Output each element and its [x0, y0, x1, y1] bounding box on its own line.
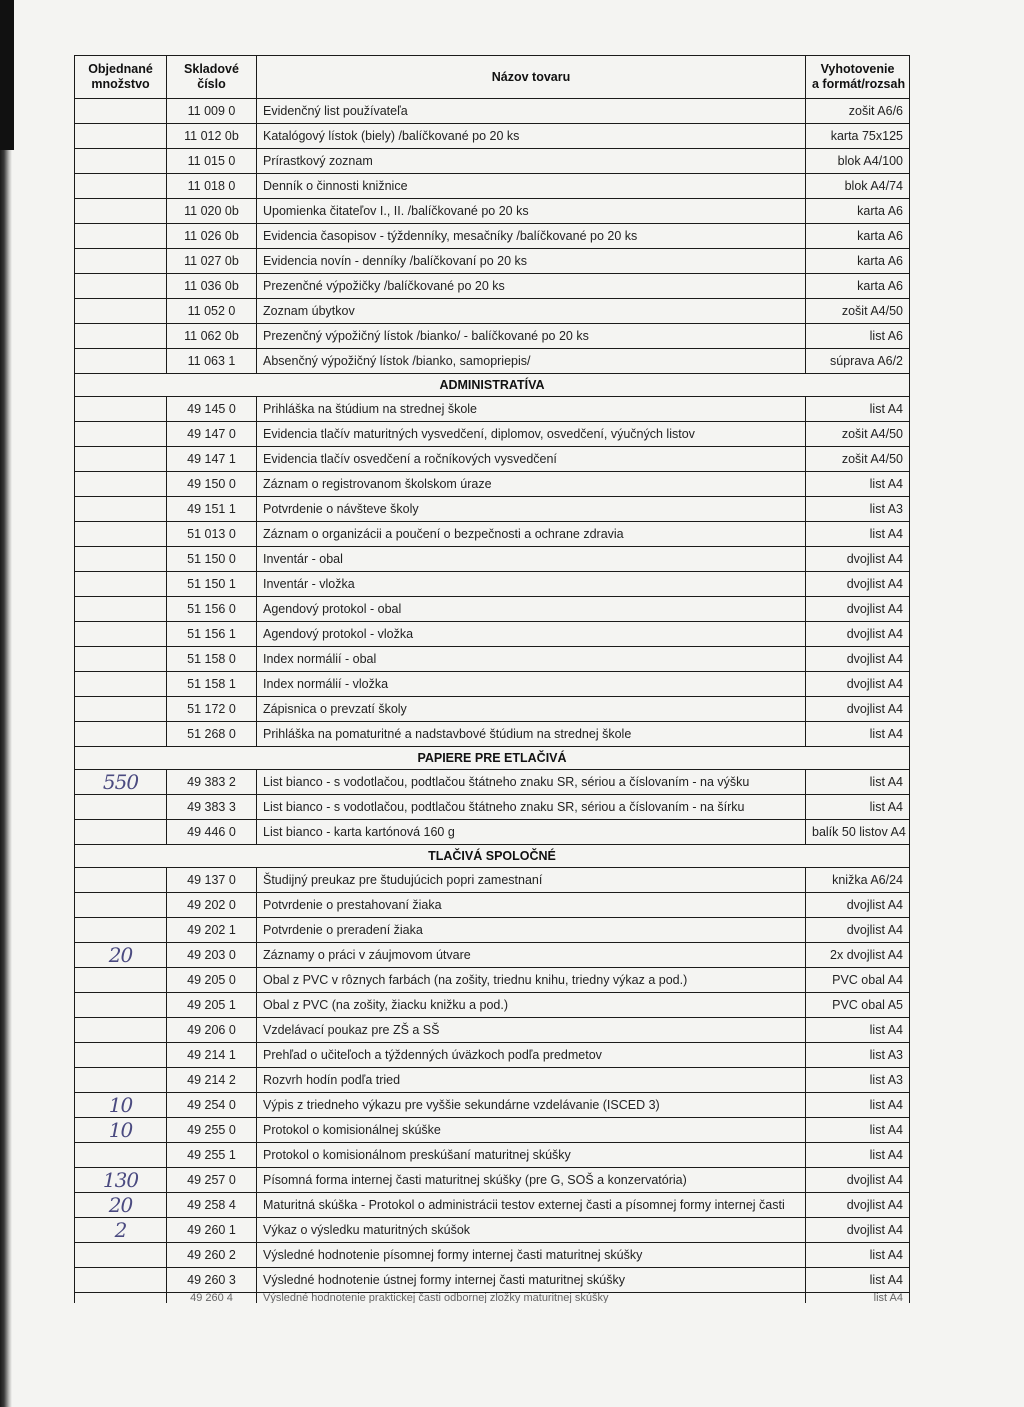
- table-row: [75, 1218, 910, 1243]
- format-cell: zošit A4/50: [806, 422, 910, 447]
- stock-number-cell: 11 009 0: [167, 99, 257, 124]
- product-name-cell: List bianco - karta kartónová 160 g: [257, 820, 806, 845]
- table-row: [75, 820, 910, 845]
- table-row: [75, 795, 910, 820]
- format-cell: list A3: [806, 497, 910, 522]
- format-cell: zošit A4/50: [806, 447, 910, 472]
- table-row: [75, 447, 910, 472]
- header-quantity-line1: Objednané: [88, 62, 153, 76]
- quantity-cell[interactable]: [75, 397, 167, 422]
- quantity-cell[interactable]: [75, 1218, 167, 1243]
- format-cell: list A4: [806, 1118, 910, 1143]
- format-cell: list A4: [806, 722, 910, 747]
- product-name-cell: List bianco - s vodotlačou, podtlačou štátneho znaku SR, sériou a číslovaním - na výšku: [257, 770, 806, 795]
- product-name-cell: Inventár - obal: [257, 547, 806, 572]
- quantity-cell[interactable]: [75, 1043, 167, 1068]
- format-cell: list A4: [806, 1018, 910, 1043]
- stock-number-cell: 49 150 0: [167, 472, 257, 497]
- format-cell: dvojlist A4: [806, 1168, 910, 1193]
- stock-number-cell: 49 383 2: [167, 770, 257, 795]
- product-name-cell: Prehľad o učiteľoch a týždenných úväzkoch podľa predmetov: [257, 1043, 806, 1068]
- quantity-cell[interactable]: [75, 497, 167, 522]
- product-name-cell: Evidencia tlačív osvedčení a ročníkových vysvedčení: [257, 447, 806, 472]
- quantity-cell[interactable]: [75, 993, 167, 1018]
- stock-number-cell: 49 260 1: [167, 1218, 257, 1243]
- format-cell: list A4: [806, 397, 910, 422]
- format-cell: karta A6: [806, 224, 910, 249]
- quantity-cell[interactable]: [75, 1193, 167, 1218]
- order-form-table: [74, 55, 910, 1303]
- product-name-cell: Upomienka čitateľov I., II. /balíčkované po 20 ks: [257, 199, 806, 224]
- quantity-cell[interactable]: [75, 770, 167, 795]
- table-row: [75, 1268, 910, 1293]
- header-quantity: [75, 56, 167, 99]
- table-row: [75, 968, 910, 993]
- format-cell: list A4: [806, 1293, 910, 1304]
- quantity-cell[interactable]: [75, 224, 167, 249]
- table-row: [75, 1168, 910, 1193]
- quantity-cell[interactable]: [75, 868, 167, 893]
- stock-number-cell: 49 137 0: [167, 868, 257, 893]
- table-body: [75, 99, 910, 1304]
- format-cell: list A4: [806, 1093, 910, 1118]
- stock-number-cell: 11 026 0b: [167, 224, 257, 249]
- format-cell: dvojlist A4: [806, 647, 910, 672]
- quantity-cell[interactable]: [75, 522, 167, 547]
- stock-number-cell: 11 027 0b: [167, 249, 257, 274]
- product-name-cell: Absenčný výpožičný lístok /bianko, samopriepis/: [257, 349, 806, 374]
- product-name-cell: Výsledné hodnotenie praktickej časti odbornej zložky maturitnej skúšky: [257, 1293, 806, 1304]
- product-name-cell: Evidenčný list používateľa: [257, 99, 806, 124]
- format-cell: dvojlist A4: [806, 1218, 910, 1243]
- section-header-row: [75, 845, 910, 868]
- handwritten-quantity: 20: [108, 1193, 133, 1217]
- table-row: [75, 1243, 910, 1268]
- format-cell: list A4: [806, 472, 910, 497]
- product-name-cell: Potvrdenie o prestahovaní žiaka: [257, 893, 806, 918]
- quantity-cell[interactable]: [75, 893, 167, 918]
- stock-number-cell: 49 260 3: [167, 1268, 257, 1293]
- product-name-cell: Obal z PVC v rôznych farbách (na zošity, triednu knihu, triedny výkaz a pod.): [257, 968, 806, 993]
- product-name-cell: Študijný preukaz pre študujúcich popri zamestnaní: [257, 868, 806, 893]
- format-cell: dvojlist A4: [806, 597, 910, 622]
- product-name-cell: Inventár - vložka: [257, 572, 806, 597]
- format-cell: dvojlist A4: [806, 622, 910, 647]
- stock-number-cell: 51 268 0: [167, 722, 257, 747]
- header-stock-number: [167, 56, 257, 99]
- format-cell: list A3: [806, 1068, 910, 1093]
- format-cell: zošit A4/50: [806, 299, 910, 324]
- stock-number-cell: 11 036 0b: [167, 274, 257, 299]
- stock-number-cell: 49 202 1: [167, 918, 257, 943]
- format-cell: list A4: [806, 795, 910, 820]
- quantity-cell[interactable]: [75, 1268, 167, 1293]
- stock-number-cell: 49 145 0: [167, 397, 257, 422]
- format-cell: list A4: [806, 1243, 910, 1268]
- product-name-cell: Výpis z triedneho výkazu pre vyššie sekundárne vzdelávanie (ISCED 3): [257, 1093, 806, 1118]
- quantity-cell[interactable]: [75, 299, 167, 324]
- table-row: [75, 918, 910, 943]
- quantity-cell[interactable]: [75, 918, 167, 943]
- table-row: [75, 472, 910, 497]
- table-row: [75, 1118, 910, 1143]
- product-name-cell: Prezenčný výpožičný lístok /bianko/ - balíčkované po 20 ks: [257, 324, 806, 349]
- format-cell: knižka A6/24: [806, 868, 910, 893]
- table-row: [75, 1143, 910, 1168]
- format-cell: dvojlist A4: [806, 572, 910, 597]
- header-format-line1: Vyhotovenie: [820, 62, 895, 76]
- table-row: [75, 274, 910, 299]
- quantity-cell[interactable]: [75, 149, 167, 174]
- stock-number-cell: 49 255 1: [167, 1143, 257, 1168]
- format-cell: 2x dvojlist A4: [806, 943, 910, 968]
- stock-number-cell: 11 012 0b: [167, 124, 257, 149]
- table-row: [75, 124, 910, 149]
- product-name-cell: Prihláška na štúdium na strednej škole: [257, 397, 806, 422]
- stock-number-cell: 51 158 0: [167, 647, 257, 672]
- table-row: [75, 422, 910, 447]
- table-row: [75, 1193, 910, 1218]
- product-name-cell: Obal z PVC (na zošity, žiacku knižku a pod.): [257, 993, 806, 1018]
- table-row: [75, 249, 910, 274]
- product-name-cell: Záznam o registrovanom školskom úraze: [257, 472, 806, 497]
- quantity-cell[interactable]: [75, 1243, 167, 1268]
- quantity-cell[interactable]: [75, 572, 167, 597]
- table-row: [75, 943, 910, 968]
- stock-number-cell: 49 147 0: [167, 422, 257, 447]
- format-cell: dvojlist A4: [806, 893, 910, 918]
- quantity-cell[interactable]: [75, 249, 167, 274]
- table-row: [75, 1018, 910, 1043]
- format-cell: dvojlist A4: [806, 918, 910, 943]
- handwritten-quantity: 2: [114, 1218, 127, 1242]
- format-cell: list A6: [806, 324, 910, 349]
- quantity-cell[interactable]: [75, 1118, 167, 1143]
- format-cell: PVC obal A5: [806, 993, 910, 1018]
- product-name-cell: Zápisnica o prevzatí školy: [257, 697, 806, 722]
- handwritten-quantity: 130: [102, 1168, 139, 1192]
- stock-number-cell: 49 202 0: [167, 893, 257, 918]
- stock-number-cell: 51 150 1: [167, 572, 257, 597]
- stock-number-cell: 51 172 0: [167, 697, 257, 722]
- table-row-cut-off: [75, 1293, 910, 1304]
- stock-number-cell: 11 063 1: [167, 349, 257, 374]
- stock-number-cell: 51 158 1: [167, 672, 257, 697]
- format-cell: list A4: [806, 522, 910, 547]
- product-name-cell: Protokol o komisionálnej skúške: [257, 1118, 806, 1143]
- header-product-name: Názov tovaru: [257, 56, 806, 99]
- section-header-row: [75, 374, 910, 397]
- product-name-cell: Evidencia novín - denníky /balíčkovaní po 20 ks: [257, 249, 806, 274]
- quantity-cell: [75, 1293, 167, 1304]
- format-cell: zošit A6/6: [806, 99, 910, 124]
- table-row: [75, 647, 910, 672]
- quantity-cell[interactable]: [75, 1168, 167, 1193]
- product-name-cell: Index normálií - vložka: [257, 672, 806, 697]
- quantity-cell[interactable]: [75, 124, 167, 149]
- table-row: [75, 1043, 910, 1068]
- stock-number-cell: 49 205 1: [167, 993, 257, 1018]
- product-name-cell: Záznamy o práci v záujmovom útvare: [257, 943, 806, 968]
- table-row: [75, 993, 910, 1018]
- format-cell: list A4: [806, 1268, 910, 1293]
- table-row: [75, 397, 910, 422]
- table-row: [75, 893, 910, 918]
- quantity-cell[interactable]: [75, 795, 167, 820]
- format-cell: karta A6: [806, 199, 910, 224]
- format-cell: blok A4/100: [806, 149, 910, 174]
- stock-number-cell: 11 052 0: [167, 299, 257, 324]
- table-row: [75, 1093, 910, 1118]
- product-name-cell: Katalógový lístok (biely) /balíčkované po 20 ks: [257, 124, 806, 149]
- stock-number-cell: 49 205 0: [167, 968, 257, 993]
- product-name-cell: Potvrdenie o návšteve školy: [257, 497, 806, 522]
- quantity-cell[interactable]: [75, 1093, 167, 1118]
- stock-number-cell: 51 150 0: [167, 547, 257, 572]
- product-name-cell: List bianco - s vodotlačou, podtlačou štátneho znaku SR, sériou a číslovaním - na šírku: [257, 795, 806, 820]
- section-header-row: [75, 747, 910, 770]
- product-name-cell: Výsledné hodnotenie písomnej formy internej časti maturitnej skúšky: [257, 1243, 806, 1268]
- product-name-cell: Evidencia tlačív maturitných vysvedčení, diplomov, osvedčení, výučných listov: [257, 422, 806, 447]
- stock-number-cell: 49 254 0: [167, 1093, 257, 1118]
- table-row: [75, 324, 910, 349]
- stock-number-cell: 49 255 0: [167, 1118, 257, 1143]
- quantity-cell[interactable]: [75, 722, 167, 747]
- quantity-cell[interactable]: [75, 647, 167, 672]
- table-row: [75, 547, 910, 572]
- header-format-line2: a formát/rozsah: [812, 77, 906, 91]
- table-row: [75, 672, 910, 697]
- stock-number-cell: 49 446 0: [167, 820, 257, 845]
- format-cell: balík 50 listov A4: [806, 820, 910, 845]
- quantity-cell[interactable]: [75, 1068, 167, 1093]
- table-row: [75, 770, 910, 795]
- table-row: [75, 497, 910, 522]
- product-name-cell: Písomná forma internej časti maturitnej skúšky (pre G, SOŠ a konzervatória): [257, 1168, 806, 1193]
- format-cell: dvojlist A4: [806, 547, 910, 572]
- product-name-cell: Maturitná skúška - Protokol o administrácii testov externej časti a písomnej formy internej časti: [257, 1193, 806, 1218]
- quantity-cell[interactable]: [75, 199, 167, 224]
- table-row: [75, 199, 910, 224]
- format-cell: karta A6: [806, 274, 910, 299]
- stock-number-cell: 49 151 1: [167, 497, 257, 522]
- stock-number-cell: 49 258 4: [167, 1193, 257, 1218]
- header-stock-number-line1: Skladové: [184, 62, 239, 76]
- quantity-cell[interactable]: [75, 820, 167, 845]
- quantity-cell[interactable]: [75, 349, 167, 374]
- product-name-cell: Agendový protokol - obal: [257, 597, 806, 622]
- table-row: [75, 622, 910, 647]
- product-name-cell: Evidencia časopisov - týždenníky, mesačníky /balíčkované po 20 ks: [257, 224, 806, 249]
- product-name-cell: Denník o činnosti knižnice: [257, 174, 806, 199]
- format-cell: dvojlist A4: [806, 697, 910, 722]
- product-name-cell: Výsledné hodnotenie ústnej formy internej časti maturitnej skúšky: [257, 1268, 806, 1293]
- stock-number-cell: 49 206 0: [167, 1018, 257, 1043]
- header-quantity-line2: množstvo: [91, 77, 150, 91]
- format-cell: blok A4/74: [806, 174, 910, 199]
- section-title: ADMINISTRATÍVA: [75, 374, 910, 397]
- product-name-cell: Protokol o komisionálnom preskúšaní maturitnej skúšky: [257, 1143, 806, 1168]
- scan-edge-dark-corner: [0, 0, 14, 150]
- header-format: [806, 56, 910, 99]
- table-row: [75, 697, 910, 722]
- table-row: [75, 522, 910, 547]
- quantity-cell[interactable]: [75, 99, 167, 124]
- quantity-cell[interactable]: [75, 697, 167, 722]
- quantity-cell[interactable]: [75, 174, 167, 199]
- format-cell: list A4: [806, 1143, 910, 1168]
- table-row: [75, 722, 910, 747]
- section-title: PAPIERE PRE ETLAČIVÁ: [75, 747, 910, 770]
- table-row: [75, 174, 910, 199]
- stock-number-cell: 51 156 1: [167, 622, 257, 647]
- stock-number-cell: 49 257 0: [167, 1168, 257, 1193]
- quantity-cell[interactable]: [75, 547, 167, 572]
- stock-number-cell: 49 203 0: [167, 943, 257, 968]
- format-cell: karta A6: [806, 249, 910, 274]
- quantity-cell[interactable]: [75, 622, 167, 647]
- stock-number-cell: 11 062 0b: [167, 324, 257, 349]
- format-cell: súprava A6/2: [806, 349, 910, 374]
- quantity-cell[interactable]: [75, 324, 167, 349]
- table-row: [75, 868, 910, 893]
- format-cell: list A3: [806, 1043, 910, 1068]
- table-row: [75, 224, 910, 249]
- table-header-row: [75, 56, 910, 99]
- product-name-cell: Agendový protokol - vložka: [257, 622, 806, 647]
- handwritten-quantity: 550: [102, 770, 139, 794]
- handwritten-quantity: 20: [108, 943, 133, 967]
- section-title: TLAČIVÁ SPOLOČNÉ: [75, 845, 910, 868]
- quantity-cell[interactable]: [75, 274, 167, 299]
- stock-number-cell: 49 260 2: [167, 1243, 257, 1268]
- table-row: [75, 597, 910, 622]
- format-cell: dvojlist A4: [806, 1193, 910, 1218]
- stock-number-cell: 51 013 0: [167, 522, 257, 547]
- product-name-cell: Prihláška na pomaturitné a nadstavbové štúdium na strednej škole: [257, 722, 806, 747]
- format-cell: PVC obal A4: [806, 968, 910, 993]
- scan-edge-shadow: [0, 0, 12, 1407]
- product-name-cell: Rozvrh hodín podľa tried: [257, 1068, 806, 1093]
- quantity-cell[interactable]: [75, 597, 167, 622]
- product-name-cell: Prírastkový zoznam: [257, 149, 806, 174]
- handwritten-quantity: 10: [108, 1093, 133, 1117]
- quantity-cell[interactable]: [75, 672, 167, 697]
- stock-number-cell: 49 383 3: [167, 795, 257, 820]
- quantity-cell[interactable]: [75, 422, 167, 447]
- stock-number-cell: 49 147 1: [167, 447, 257, 472]
- table-row: [75, 572, 910, 597]
- table-row: [75, 299, 910, 324]
- stock-number-cell: 51 156 0: [167, 597, 257, 622]
- quantity-cell[interactable]: [75, 968, 167, 993]
- format-cell: karta 75x125: [806, 124, 910, 149]
- product-name-cell: Prezenčné výpožičky /balíčkované po 20 ks: [257, 274, 806, 299]
- stock-number-cell: 11 015 0: [167, 149, 257, 174]
- product-name-cell: Vzdelávací poukaz pre ZŠ a SŠ: [257, 1018, 806, 1043]
- product-name-cell: Index normálií - obal: [257, 647, 806, 672]
- product-name-cell: Výkaz o výsledku maturitných skúšok: [257, 1218, 806, 1243]
- stock-number-cell: 11 020 0b: [167, 199, 257, 224]
- product-name-cell: Potvrdenie o preradení žiaka: [257, 918, 806, 943]
- quantity-cell[interactable]: [75, 1143, 167, 1168]
- table-row: [75, 149, 910, 174]
- header-stock-number-line2: číslo: [197, 77, 226, 91]
- table-row: [75, 349, 910, 374]
- stock-number-cell: 49 214 2: [167, 1068, 257, 1093]
- quantity-cell[interactable]: [75, 447, 167, 472]
- format-cell: list A4: [806, 770, 910, 795]
- table-row: [75, 99, 910, 124]
- format-cell: dvojlist A4: [806, 672, 910, 697]
- stock-number-cell: 11 018 0: [167, 174, 257, 199]
- stock-number-cell: 49 214 1: [167, 1043, 257, 1068]
- quantity-cell[interactable]: [75, 943, 167, 968]
- table-row: [75, 1068, 910, 1093]
- quantity-cell[interactable]: [75, 472, 167, 497]
- product-name-cell: Záznam o organizácii a poučení o bezpečnosti a ochrane zdravia: [257, 522, 806, 547]
- handwritten-quantity: 10: [108, 1118, 133, 1142]
- stock-number-cell: 49 260 4: [167, 1293, 257, 1304]
- quantity-cell[interactable]: [75, 1018, 167, 1043]
- product-name-cell: Zoznam úbytkov: [257, 299, 806, 324]
